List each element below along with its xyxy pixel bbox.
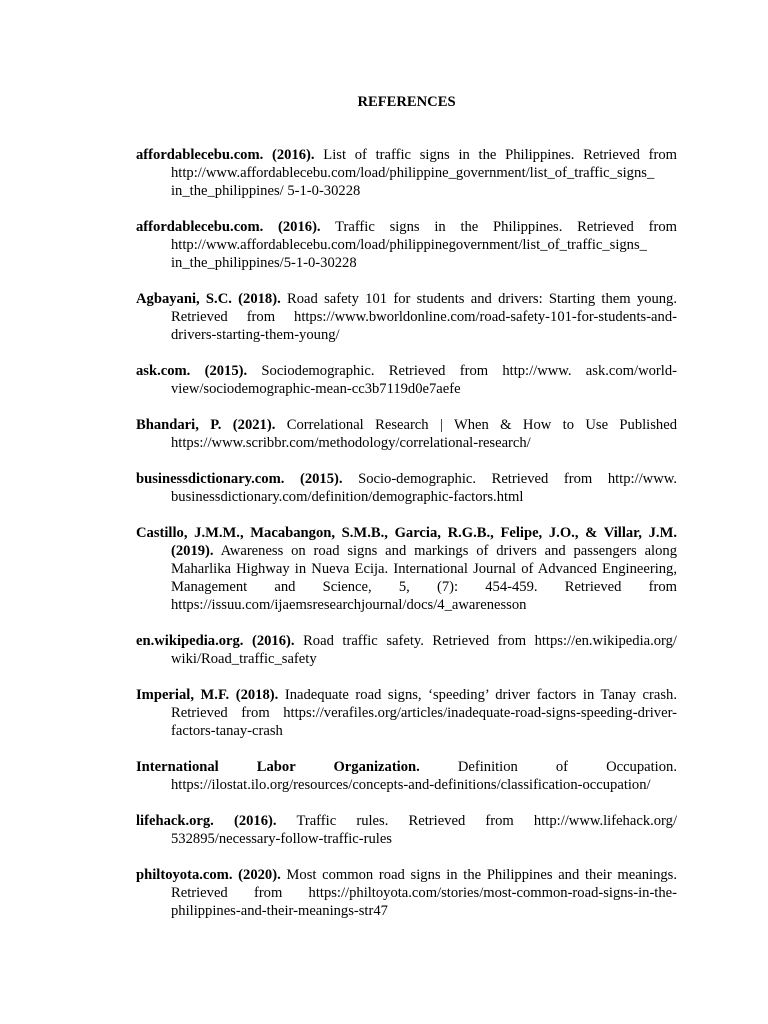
reference-entry bbox=[136, 524, 677, 614]
reference-author-year: Castillo, J.M.M., Macabangon, S.M.B., Garcia, R.G.B., Felipe, J.O., & Villar, J.M. (2019). bbox=[136, 525, 677, 559]
reference-entry bbox=[136, 362, 677, 398]
reference-author-year: affordablecebu.com. (2016). bbox=[136, 147, 315, 163]
reference-body: Traffic rules. Retrieved from http://www.lifehack.org/ 532895/necessary-follow-traffic-rules bbox=[171, 813, 678, 847]
reference-entry bbox=[136, 632, 677, 668]
page-title: REFERENCES bbox=[357, 94, 456, 110]
reference-entry bbox=[136, 470, 677, 506]
reference-entry bbox=[136, 866, 677, 920]
reference-author-year: Imperial, M.F. (2018). bbox=[136, 687, 279, 703]
reference-author-year: Agbayani, S.C. (2018). bbox=[136, 291, 281, 307]
reference-author-year: philtoyota.com. (2020). bbox=[136, 867, 281, 883]
reference-author-year: en.wikipedia.org. (2016). bbox=[136, 633, 295, 649]
reference-body: Road traffic safety. Retrieved from https://en.wikipedia.org/ wiki/Road_traffic_safety bbox=[171, 633, 677, 667]
references-page bbox=[136, 93, 677, 938]
reference-body: Definition of Occupation. https://ilostat.ilo.org/resources/concepts-and-definitions/classification-occupation/ bbox=[171, 759, 677, 793]
reference-entry bbox=[136, 812, 677, 848]
reference-body: Traffic signs in the Philippines. Retrieved from http://www.affordablecebu.com/load/philippinegovernment/list_of_traffic_signs_ in_the_philippines/5-1-0-30228 bbox=[171, 219, 677, 271]
reference-body: Socio-demographic. Retrieved from http://www. businessdictionary.com/definition/demographic-factors.html bbox=[171, 471, 677, 505]
reference-body: List of traffic signs in the Philippines. Retrieved from http://www.affordablecebu.com/load/philippine_government/list_of_traffic_signs_ in_the_philippines/ 5-1-0-30228 bbox=[171, 147, 677, 199]
reference-author-year: Bhandari, P. (2021). bbox=[136, 417, 276, 433]
reference-author-year: ask.com. (2015). bbox=[136, 363, 248, 379]
reference-entry bbox=[136, 416, 677, 452]
reference-entry bbox=[136, 758, 677, 794]
reference-body: Correlational Research | When & How to Use Published https://www.scribbr.com/methodology/correlational-research/ bbox=[171, 417, 677, 451]
reference-body: Inadequate road signs, ‘speeding’ driver factors in Tanay crash. Retrieved from https://verafiles.org/articles/inadequate-road-signs-speeding-driver-factors-tanay-crash bbox=[171, 687, 677, 739]
reference-body: Sociodemographic. Retrieved from http://www. ask.com/world-view/sociodemographic-mean-cc3b7119d0e7aefe bbox=[171, 363, 677, 397]
reference-entry bbox=[136, 686, 677, 740]
reference-body: Most common road signs in the Philippines and their meanings. Retrieved from https://philtoyota.com/stories/most-common-road-signs-in-the-philippines-and-their-meanings-str47 bbox=[171, 867, 677, 919]
reference-author-year: International Labor Organization. bbox=[136, 759, 420, 775]
reference-entry bbox=[136, 146, 677, 200]
reference-body: Awareness on road signs and markings of drivers and passengers along Maharlika Highway in Nueva Ecija. International Journal of Advanced Engineering, Management and Science, 5, (7): 454-459. Retrieved from https://issuu.com/ijaemsresearchjournal/docs/4_awarenesson bbox=[171, 543, 677, 613]
reference-author-year: businessdictionary.com. (2015). bbox=[136, 471, 343, 487]
reference-author-year: lifehack.org. (2016). bbox=[136, 813, 277, 829]
reference-body: Road safety 101 for students and drivers: Starting them young. Retrieved from https://www.bworldonline.com/road-safety-101-for-students-and-drivers-starting-them-young/ bbox=[171, 291, 677, 343]
reference-entry bbox=[136, 218, 677, 272]
reference-entry bbox=[136, 290, 677, 344]
reference-author-year: affordablecebu.com. (2016). bbox=[136, 219, 321, 235]
